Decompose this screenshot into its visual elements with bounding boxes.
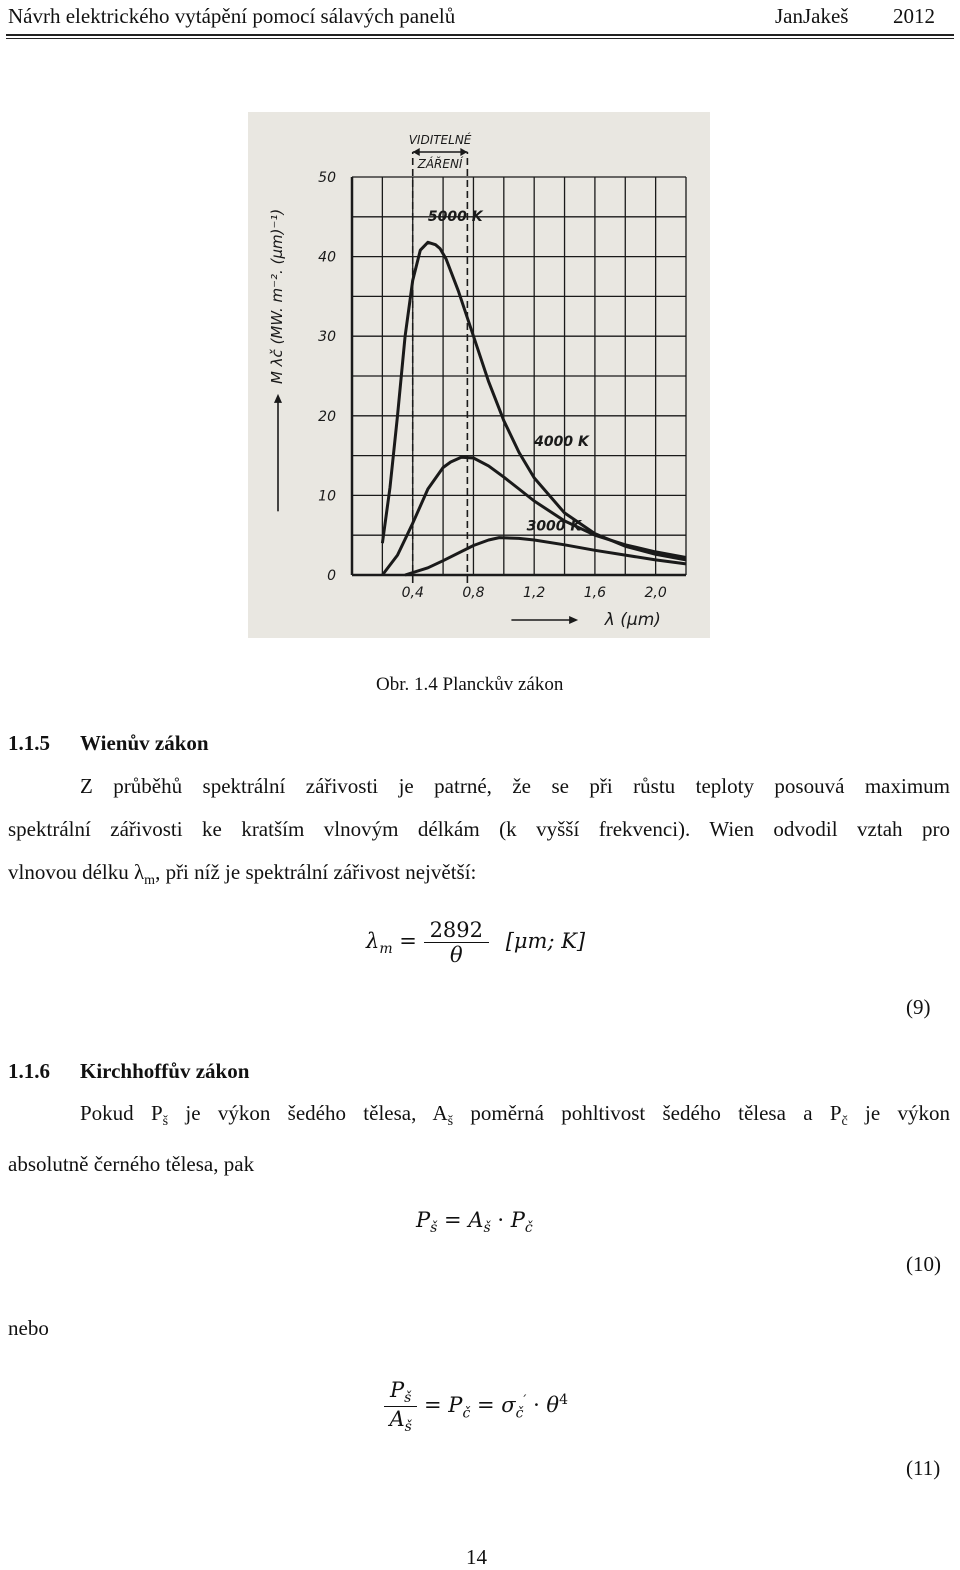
figure-caption: Obr. 1.4 Planckův zákon	[376, 674, 564, 695]
paragraph-line: Z průběhů spektrální zářivosti je patrné, že se při růstu teploty posouvá maximum	[80, 774, 950, 798]
x-axis-label: λ (μm)	[604, 610, 661, 630]
series-curve-3	[405, 538, 686, 575]
header-author: JanJakeš	[775, 4, 849, 28]
section-heading-kirchhoff	[8, 1059, 249, 1084]
wien-equation: $\lambda_m$ = $\frac{2892}{\theta}$ [μm; K]	[366, 918, 586, 967]
paragraph-line: vlnovou délku $\lambda_m$, při níž je spektrální zářivost největší:	[8, 860, 477, 889]
paragraph-line: spektrální zářivosti ke kratším vlnovým délkám (k vyšší frekvenci). Wien odvodil vztah pro	[8, 817, 950, 841]
header-rule-thin	[6, 38, 954, 39]
section-title: Kirchhoffův zákon	[80, 1059, 250, 1083]
x-tick-label: 2,0	[644, 585, 667, 601]
x-tick-label: 1,6	[583, 585, 607, 601]
x-tick-label: 1,2	[523, 585, 546, 601]
x-tick-label: 0,8	[462, 585, 485, 601]
planck-figure	[248, 112, 710, 638]
y-axis-label: M λč (MW. m⁻². (μm)⁻¹)	[268, 208, 286, 385]
series-label-1: 5000 K	[427, 208, 483, 225]
header-rule	[6, 34, 954, 36]
y-tick-label: 40	[318, 249, 336, 266]
equation-number: (11)	[906, 1456, 941, 1480]
planck-chart	[248, 112, 710, 638]
band-label-top: VIDITELNÉ	[408, 133, 472, 147]
band-label-bottom: ZÁŘENÍ	[417, 157, 463, 171]
equation-number: (9)	[906, 995, 931, 1019]
page-header	[0, 0, 960, 40]
y-axis-arrowhead	[274, 394, 282, 403]
y-tick-label: 0	[327, 568, 336, 584]
wien-paragraph	[8, 765, 950, 902]
paragraph-line: Pokud $P_š$ je výkon šedého tělesa, $A_š$ poměrná pohltivost šedého tělesa a $P_č$ je výkon	[80, 1101, 951, 1130]
section-number: 1.1.5	[8, 731, 50, 755]
x-axis-arrowhead	[569, 616, 578, 624]
visible-band	[409, 132, 472, 583]
section-number: 1.1.6	[8, 1059, 50, 1083]
series-label-2: 4000 K	[534, 434, 589, 451]
kirchhoff-equation-10: $P_š = A_š \cdot P_č$	[416, 1208, 533, 1237]
section-title: Wienův zákon	[80, 731, 209, 755]
kirchhoff-equation-11: $\frac{P_š}{A_š}$ = $P_č = \sigma_č' \cdot \theta^4$	[384, 1378, 568, 1435]
y-tick-label: 50	[318, 170, 336, 186]
page-number: 14	[466, 1545, 487, 1569]
y-tick-label: 30	[318, 329, 336, 346]
equation-number: (10)	[906, 1252, 941, 1276]
y-tick-label: 10	[318, 488, 336, 505]
y-tick-label: 20	[318, 408, 336, 425]
kirchhoff-paragraph	[8, 1092, 950, 1186]
header-title: Návrh elektrického vytápění pomocí sálavých panelů	[8, 4, 456, 28]
nebo-text: nebo	[8, 1316, 49, 1340]
series-label-3: 3000 K	[526, 518, 582, 535]
paragraph-line: absolutně černého tělesa, pak	[8, 1152, 255, 1177]
section-heading-wien	[8, 731, 209, 756]
x-tick-label: 0,4	[401, 585, 424, 601]
header-year: 2012	[893, 4, 935, 28]
